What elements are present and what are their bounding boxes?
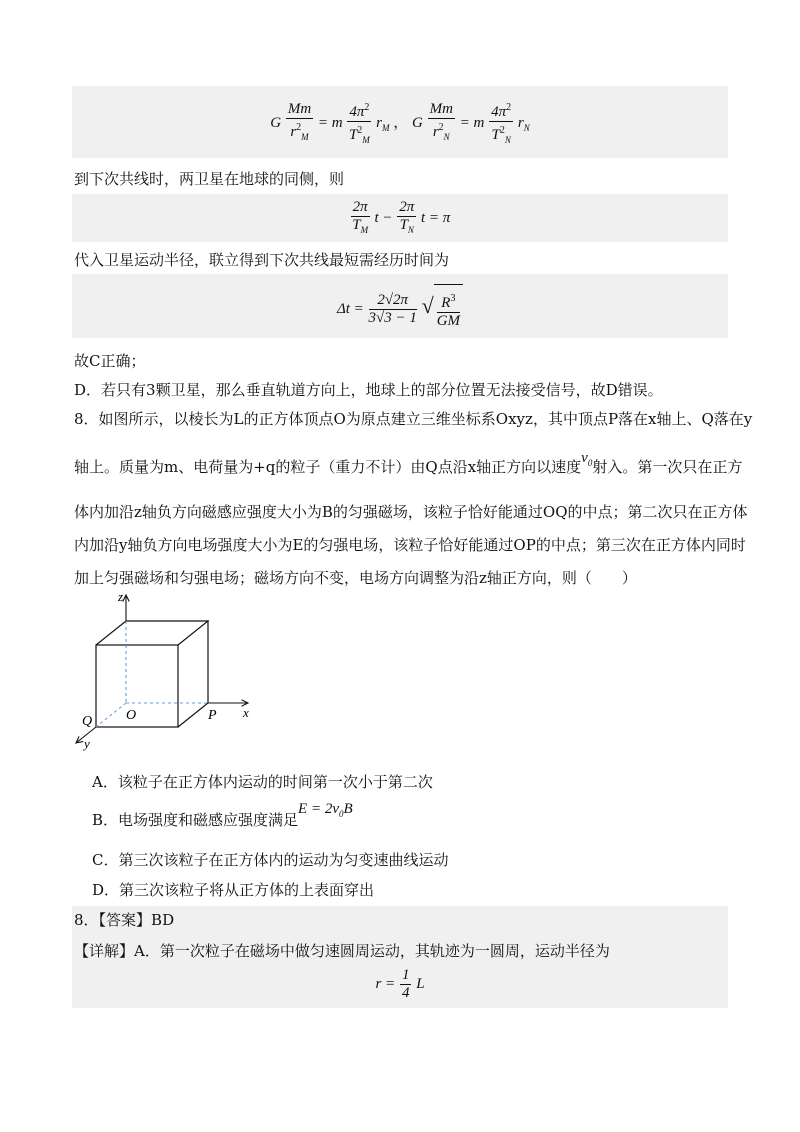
velocity-v0: $v_0$	[581, 450, 593, 468]
term-t-equals-pi: t = π	[421, 210, 451, 226]
radius-l: L	[416, 976, 425, 992]
detail-text: 【详解】A．第一次粒子在磁场中做匀速圆周运动，其轨迹为一圆周，运动半径为	[74, 942, 610, 960]
label-z: z	[118, 589, 124, 604]
text-d-wrong: D．若只有3颗卫星，那么垂直轨道方向上，地球上的部分位置无法接受信号，故D错误。	[74, 381, 663, 399]
radius-n: $r_N$	[517, 115, 530, 133]
fraction-4pi2-tn2: $\frac{4\pi^2}{T^2_N}$	[489, 99, 513, 149]
equals-m-1: = m	[317, 115, 343, 131]
question-8-line-2: 轴上。质量为m、电荷量为+q的粒子（重力不计）由Q点沿x轴正方向以速度$v_0$射入。第一次只在正方	[74, 450, 743, 476]
radical-sign: √	[421, 293, 434, 318]
radius-lhs: r =	[375, 976, 396, 992]
label-x: x	[243, 705, 249, 720]
formula-kepler	[72, 98, 728, 148]
label-q: Q	[82, 714, 93, 729]
option-c: C．第三次该粒子在正方体内的运动为匀变速曲线运动	[92, 851, 449, 869]
label-o: O	[126, 708, 137, 723]
question-8-line-1: 8．如图所示，以棱长为L的正方体顶点O为原点建立三维坐标系Oxyz，其中顶点P落在x轴上、Q落在y	[74, 410, 753, 428]
hidden-edge-oq	[96, 703, 126, 727]
fraction-coefficient: $\frac{2√2\pi}{3√3 - 1}$	[368, 292, 417, 327]
fraction-2pi-tm: $\frac{2\pi}{T_M}$	[352, 198, 369, 235]
term-t-minus: t −	[374, 210, 393, 226]
question-8-line-5: 加上匀强磁场和匀强电场；磁场方向不变，电场方向调整为沿z轴正方向，则（ ）	[74, 569, 637, 587]
question-8-line-4: 内加沿y轴负方向电场强度大小为E的匀强电场，该粒子恰好能通过OP的中点；第三次在正方体内同时	[74, 536, 746, 554]
text-c-correct: 故C正确；	[74, 352, 146, 370]
text-substitute: 代入卫星运动半径，联立得到下次共线最短需经历时间为	[74, 251, 450, 269]
delta-t-lhs: Δt =	[336, 301, 364, 317]
cube-right-face	[178, 621, 208, 727]
fraction-one-quarter: $\frac{1}{4}$	[401, 967, 410, 1002]
equals-m-2: = m	[459, 115, 485, 131]
text-same-side: 到下次共线时，两卫星在地球的同侧，则	[74, 170, 345, 188]
fraction-mm-rn: $\frac{Mm}{r^2_N}$	[429, 101, 453, 143]
answer-text: 8．【答案】BD	[74, 911, 175, 929]
separator: ，	[393, 115, 409, 131]
option-d: D．第三次该粒子将从正方体的上表面穿出	[92, 881, 375, 899]
formula-delta-t	[72, 282, 728, 330]
fraction-2pi-tn: $\frac{2\pi}{T_N}$	[399, 198, 415, 235]
option-a: A．该粒子在正方体内运动的时间第一次小于第二次	[92, 773, 433, 791]
option-b-formula: $E = 2v_0B$	[298, 801, 353, 819]
fraction-4pi2-tm2: $\frac{4\pi^2}{T^2_M}$	[347, 99, 371, 149]
question-8-line-3: 体内加沿z轴负方向磁感应强度大小为B的匀强磁场，该粒子恰好能通过OQ的中点；第二次只在正方体	[74, 503, 748, 521]
label-y: y	[84, 736, 90, 751]
fraction-mm-rm: $\frac{Mm}{r^2_M}$	[287, 101, 312, 143]
formula-angle	[72, 196, 728, 240]
label-p: P	[208, 708, 217, 723]
symbol-g: G	[270, 115, 282, 131]
symbol-g-2: G	[412, 115, 423, 131]
formula-radius	[72, 962, 728, 1006]
radius-m: $r_M$	[376, 115, 390, 133]
cube-front-face	[96, 645, 178, 727]
cube-figure	[60, 585, 260, 755]
option-b: B．电场强度和磁感应强度满足$E = 2v_0B$	[92, 801, 353, 829]
radicand: $\frac{R^3}{GM}$	[434, 284, 463, 333]
cube-top-face	[96, 621, 208, 645]
